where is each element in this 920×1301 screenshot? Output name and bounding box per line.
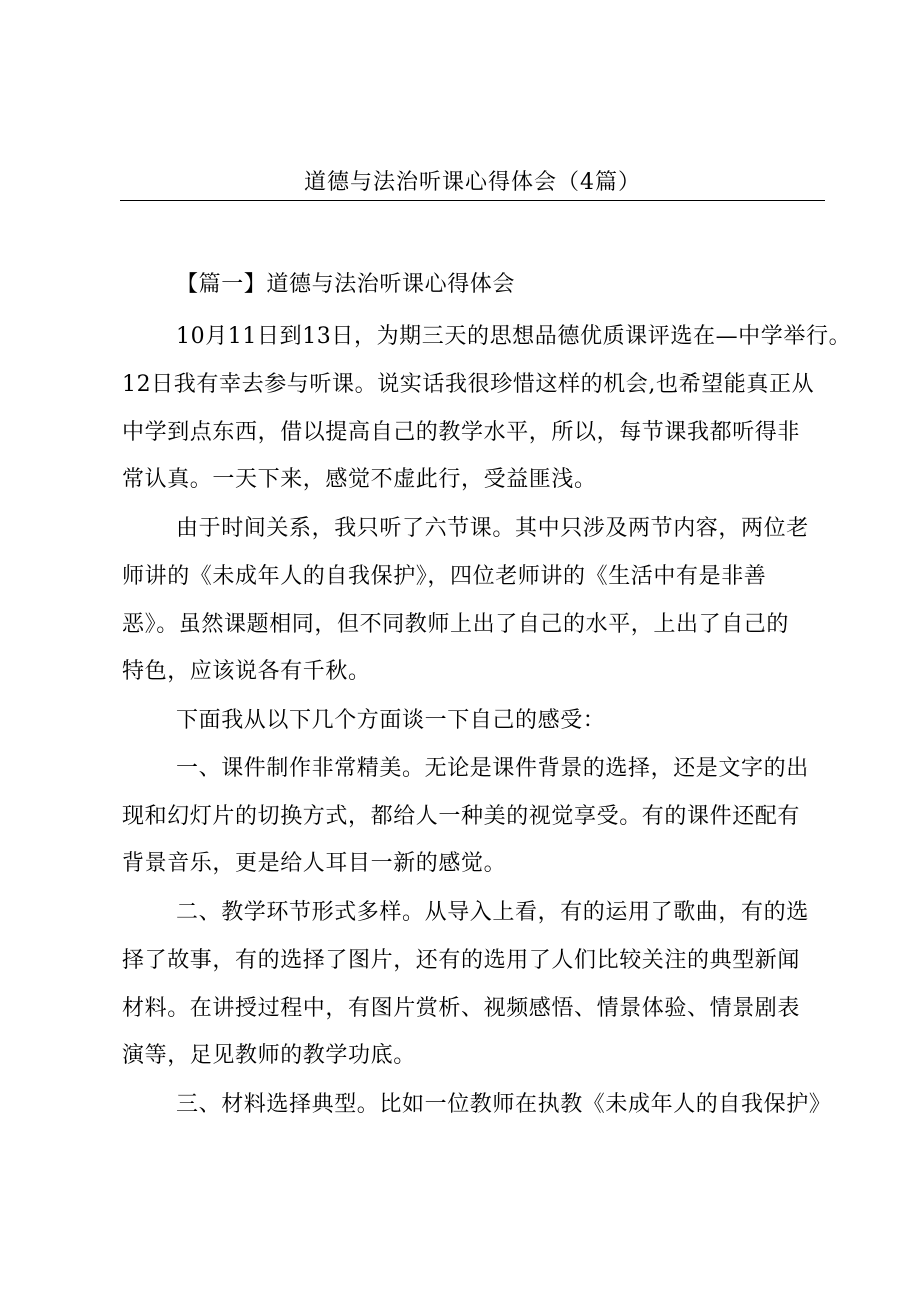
paragraph-line: 恶》。虽然课题相同，但不同教师上出了自己的水平，上出了自己的: [122, 612, 790, 637]
paragraph-line: 一、课件制作非常精美。无论是课件背景的选择，还是文字的出: [176, 756, 809, 781]
paragraph-line: 10月11日到13日，为期三天的思想品德优质课评选在—中学举行。: [176, 324, 852, 349]
paragraph-line: 材料。在讲授过程中，有图片赏析、视频感悟、情景体验、情景剧表: [122, 996, 801, 1021]
paragraph-line: 由于时间关系，我只听了六节课。其中只涉及两节内容，两位老: [176, 516, 809, 541]
paragraph-line: 下面我从以下几个方面谈一下自己的感受：: [176, 708, 606, 733]
paragraph-line: 特色，应该说各有千秋。: [122, 659, 371, 684]
paragraph-line: 二、教学环节形式多样。从导入上看，有的运用了歌曲，有的选: [176, 900, 809, 925]
paragraph-line: 演等，足见教师的教学功底。: [122, 1043, 416, 1068]
paragraph-line: 择了故事，有的选择了图片，还有的选用了人们比较关注的典型新闻: [122, 948, 801, 973]
paragraph-line: 师讲的《未成年人的自我保护》，四位老师讲的《生活中有是非善: [122, 564, 767, 589]
section-heading: 【篇一】道德与法治听课心得体会: [176, 272, 516, 297]
paragraph-line: 三、材料选择典型。比如一位教师在执教《未成年人的自我保护》: [176, 1092, 832, 1117]
paragraph-line: 中学到点东西，借以提高自己的教学水平，所以，每节课我都听得非: [122, 420, 801, 445]
document-title: 道德与法治听课心得体会（4篇）: [304, 170, 641, 195]
paragraph-line: 常认真。一天下来，感觉不虚此行，受益匪浅。: [122, 467, 597, 492]
paragraph-line: 现和幻灯片的切换方式，都给人一种美的视觉享受。有的课件还配有: [122, 804, 801, 829]
paragraph-line: 背景音乐，更是给人耳目一新的感觉。: [122, 851, 507, 876]
paragraph-line: 12日我有幸去参与听课。说实话我很珍惜这样的机会,也希望能真正从: [122, 372, 815, 397]
title-underline: [120, 200, 825, 201]
